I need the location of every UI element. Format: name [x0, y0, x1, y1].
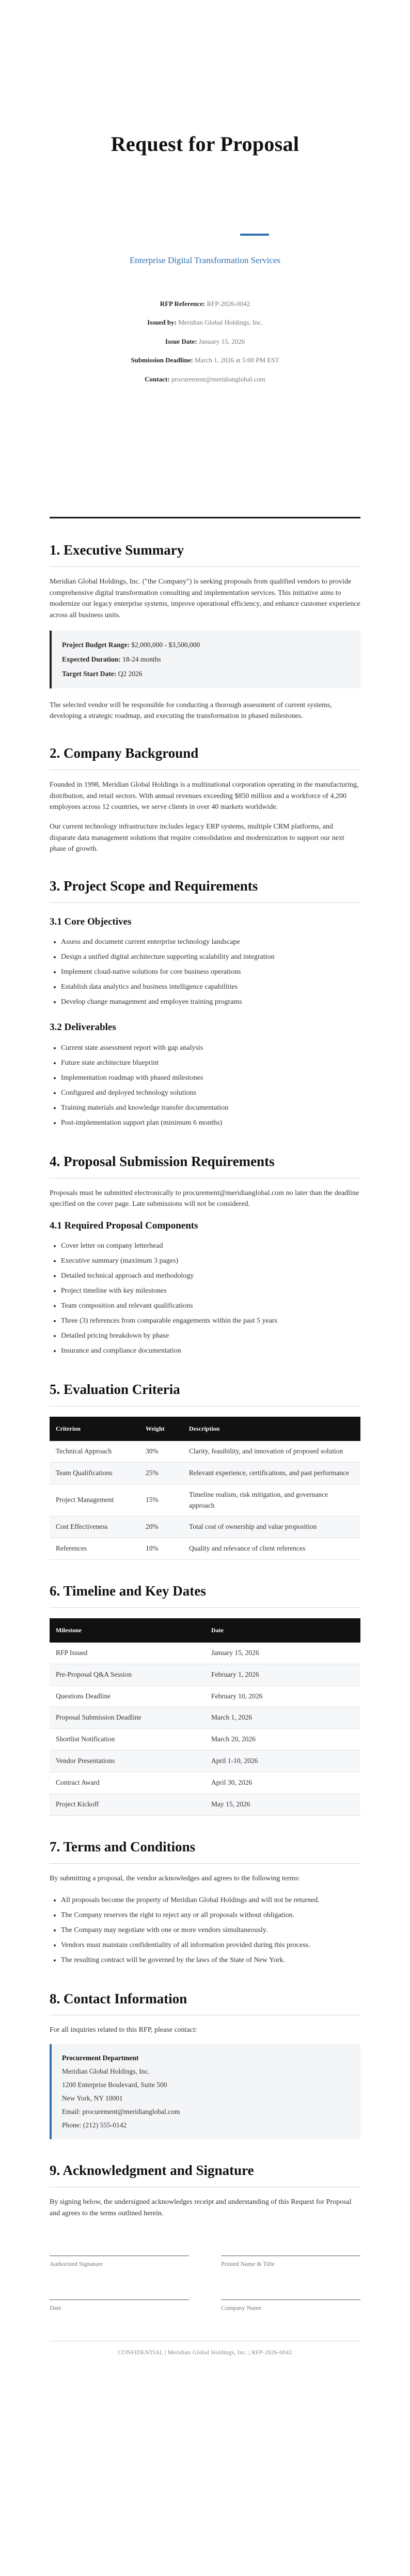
list-item: • Current state assessment report with gap analysis	[61, 1040, 360, 1055]
printed-name-field[interactable]	[221, 2255, 360, 2269]
column-header: Milestone	[50, 1618, 205, 1643]
terms-list	[50, 1893, 360, 1968]
page-footer: CONFIDENTIAL | Meridian Global Holdings, Inc. | RFP-2026-0042	[50, 2341, 360, 2373]
table-row: Pre-Proposal Q&A Session February 1, 2026	[50, 1664, 360, 1685]
subsection-heading: 4.1 Required Proposal Components	[50, 1220, 198, 1231]
components-list	[50, 1238, 360, 1358]
deliverables-list	[50, 1040, 360, 1130]
signature-label: Company Name	[221, 2304, 262, 2311]
paragraph: Founded in 1998, Meridian Global Holdings is a multinational corporation operating in the manufacturing, distribution, and retail sectors. With annual revenues exceeding $850 million and a workforce of 4,200 employees across 12 countries, we serve clients in over 40 markets worldwide.	[50, 780, 359, 811]
section-project-scope	[50, 876, 360, 1130]
list-item: • Executive summary (maximum 3 pages)	[61, 1253, 360, 1268]
column-header: Criterion	[50, 1417, 139, 1441]
budget-info-box	[50, 631, 360, 688]
table-row: Team Qualifications 25% Relevant experience, certifications, and past performance	[50, 1462, 360, 1484]
info-budget: Project Budget Range: $2,000,000 - $3,500,000	[62, 640, 200, 649]
section-heading: 6. Timeline and Key Dates	[50, 1581, 360, 1608]
contact-phone: Phone: (212) 555-0142	[62, 2121, 127, 2129]
contact-department: Procurement Department	[62, 2054, 139, 2062]
contact-box	[50, 2044, 360, 2139]
section-submission-requirements	[50, 1151, 360, 1359]
document-subtitle: Enterprise Digital Transformation Services	[129, 255, 281, 265]
table-header-row	[50, 1618, 360, 1643]
paragraph: Our current technology infrastructure includes legacy ERP systems, multiple CRM platforms, and disparate data management solutions that require consolidation and modernization to support our next phase of growth.	[50, 822, 344, 853]
section-heading: 9. Acknowledgment and Signature	[50, 2160, 360, 2187]
contact-city: New York, NY 10001	[62, 2094, 123, 2103]
table-row: RFP Issued January 15, 2026	[50, 1643, 360, 1664]
list-item: • Future state architecture blueprint	[61, 1055, 360, 1070]
cover-divider	[50, 517, 360, 518]
list-item: • Develop change management and employee training programs	[61, 994, 360, 1009]
list-item: • The Company may negotiate with one or more vendors simultaneously.	[61, 1923, 360, 1938]
section-contact-information	[50, 1988, 360, 2140]
section-heading: 4. Proposal Submission Requirements	[50, 1151, 360, 1178]
section-terms-conditions	[50, 1836, 360, 1968]
list-item: • Assess and document current enterprise technology landscape	[61, 934, 360, 949]
evaluation-table	[50, 1417, 360, 1560]
section-company-background	[50, 743, 360, 855]
section-heading: 3. Project Scope and Requirements	[50, 876, 360, 903]
section-evaluation-criteria	[50, 1379, 360, 1560]
info-start-date: Target Start Date: Q2 2026	[62, 669, 143, 678]
timeline-table	[50, 1618, 360, 1816]
section-heading: 7. Terms and Conditions	[50, 1836, 360, 1864]
meta-issued-by: Issued by: Meridian Global Holdings, Inc.	[147, 318, 263, 326]
objectives-list	[50, 934, 360, 1009]
paragraph: Meridian Global Holdings, Inc. ("the Company") is seeking proposals from qualified vendors to provide comprehensive digital transformation consulting and implementation services. This initiative aims to modernize our legacy enterprise systems, improve operational efficiency, and enhance customer experience across all business units.	[50, 577, 360, 619]
company-name-field[interactable]	[221, 2299, 360, 2313]
table-row: Project Kickoff May 15, 2026	[50, 1794, 360, 1816]
table-row: Shortlist Notification March 20, 2026	[50, 1729, 360, 1751]
contact-company: Meridian Global Holdings, Inc.	[62, 2067, 150, 2076]
list-item: • The Company reserves the right to reject any or all proposals without obligation.	[61, 1908, 360, 1923]
list-item: • Cover letter on company letterhead	[61, 1238, 360, 1253]
section-heading: 1. Executive Summary	[50, 540, 360, 567]
table-header-row	[50, 1417, 360, 1441]
signature-line	[50, 2299, 189, 2300]
list-item: • Design a unified digital architecture supporting scalability and integration	[61, 949, 360, 964]
paragraph: The selected vendor will be responsible for conducting a thorough assessment of current systems, developing a strategic roadmap, and executing the transformation in phased milestones.	[50, 701, 332, 720]
list-item: • Three (3) references from comparable engagements within the past 5 years	[61, 1313, 360, 1328]
table-row: Vendor Presentations April 1-10, 2026	[50, 1751, 360, 1772]
signature-label: Authorized Signature	[50, 2260, 103, 2268]
list-item: • Configured and deployed technology solutions	[61, 1085, 360, 1100]
meta-issue-date: Issue Date: January 15, 2026	[165, 338, 245, 345]
signature-label: Printed Name & Title	[221, 2260, 275, 2268]
list-item: • The resulting contract will be governed by the laws of the State of New York.	[61, 1953, 360, 1968]
signature-row	[50, 2255, 360, 2269]
title-accent-rule	[240, 234, 269, 236]
signature-row	[50, 2299, 360, 2313]
date-field[interactable]	[50, 2299, 189, 2313]
contact-email: Email: procurement@meridianglobal.com	[62, 2108, 180, 2116]
list-item: • Implement cloud-native solutions for core business operations	[61, 964, 360, 979]
paragraph: By submitting a proposal, the vendor acknowledges and agrees to the following terms:	[50, 1874, 300, 1882]
list-item: • Post-implementation support plan (minimum 6 months)	[61, 1115, 360, 1130]
section-heading: 2. Company Background	[50, 743, 360, 770]
section-acknowledgment	[50, 2160, 360, 2312]
table-row: Technical Approach 30% Clarity, feasibility, and innovation of proposed solution	[50, 1441, 360, 1462]
list-item: • Establish data analytics and business intelligence capabilities	[61, 979, 360, 994]
list-item: • Insurance and compliance documentation	[61, 1343, 360, 1358]
column-header: Weight	[139, 1417, 183, 1441]
section-executive-summary	[50, 540, 360, 722]
meta-contact: Contact: procurement@meridianglobal.com	[145, 375, 265, 383]
paragraph: By signing below, the undersigned acknowledges receipt and understanding of this Request for Proposal and agrees to the terms outlined herein.	[50, 2198, 352, 2217]
list-item: • All proposals become the property of Meridian Global Holdings and will not be returned.	[61, 1893, 360, 1908]
meta-submission-deadline: Submission Deadline: March 1, 2026 at 5:00 PM EST	[131, 356, 279, 364]
signature-line	[50, 2255, 189, 2256]
table-row: Proposal Submission Deadline March 1, 2026	[50, 1707, 360, 1729]
paragraph: For all inquiries related to this RFP, please contact:	[50, 2026, 197, 2034]
table-row: Cost Effectiveness 20% Total cost of ownership and value proposition	[50, 1516, 360, 1538]
signature-label: Date	[50, 2304, 61, 2311]
section-timeline	[50, 1581, 360, 1816]
column-header: Description	[183, 1417, 360, 1441]
signature-line	[221, 2299, 360, 2300]
signature-field[interactable]	[50, 2255, 189, 2269]
table-row: Contract Award April 30, 2026	[50, 1772, 360, 1794]
list-item: • Project timeline with key milestones	[61, 1283, 360, 1298]
list-item: • Detailed pricing breakdown by phase	[61, 1328, 360, 1343]
signature-line	[221, 2255, 360, 2256]
list-item: • Training materials and knowledge transfer documentation	[61, 1100, 360, 1115]
info-duration: Expected Duration: 18-24 months	[62, 655, 161, 663]
subsection-heading: 3.1 Core Objectives	[50, 916, 132, 927]
table-row: Questions Deadline February 10, 2026	[50, 1685, 360, 1707]
paragraph: Proposals must be submitted electronically to procurement@meridianglobal.com no later than the deadline specified on the cover page. Late submissions will not be considered.	[50, 1189, 359, 1208]
list-item: • Team composition and relevant qualifications	[61, 1298, 360, 1313]
table-row: Project Management 15% Timeline realism, risk mitigation, and governance approach	[50, 1484, 360, 1516]
list-item: • Detailed technical approach and methodology	[61, 1268, 360, 1283]
subsection-heading: 3.2 Deliverables	[50, 1022, 116, 1033]
cover-page	[50, 0, 360, 517]
list-item: • Vendors must maintain confidentiality of all information provided during this process.	[61, 1938, 360, 1953]
column-header: Date	[205, 1618, 360, 1643]
section-heading: 5. Evaluation Criteria	[50, 1379, 360, 1406]
list-item: • Implementation roadmap with phased milestones	[61, 1070, 360, 1085]
table-row: References 10% Quality and relevance of client references	[50, 1538, 360, 1560]
section-heading: 8. Contact Information	[50, 1988, 360, 2016]
document-title: Request for Proposal	[111, 132, 299, 156]
meta-rfp-reference: RFP Reference: RFP-2026-0042	[160, 300, 250, 308]
contact-address: 1200 Enterprise Boulevard, Suite 500	[62, 2081, 167, 2089]
